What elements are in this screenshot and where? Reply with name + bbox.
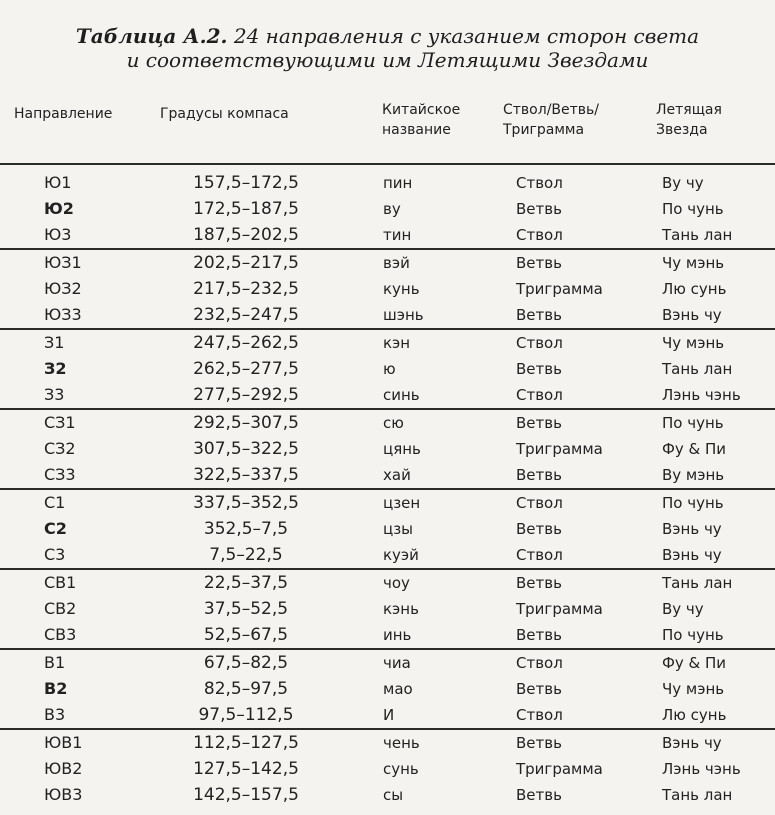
title-line-2: и соответствующими им Летящими Звездами [126, 48, 649, 72]
title-line-1 [0, 24, 775, 48]
header-chinese-line2: название [382, 122, 451, 138]
direction-cell: С2 [44, 519, 67, 538]
header-rule [0, 163, 775, 165]
flying-star-cell: Тань лан [662, 360, 733, 378]
flying-star-cell: Вэнь чу [662, 520, 722, 538]
type-cell: Ствол [516, 174, 563, 192]
degrees-cell: 187,5–202,5 [193, 225, 299, 245]
header-type [503, 100, 599, 160]
degrees-cell: 157,5–172,5 [193, 173, 299, 193]
flying-star-cell: Фу & Пи [662, 440, 727, 458]
degrees-cell: 7,5–22,5 [209, 545, 283, 565]
flying-star-cell: Фу & Пи [662, 654, 727, 672]
table-row [0, 302, 775, 328]
degrees-cell: 52,5–67,5 [203, 625, 289, 645]
direction-cell: З1 [44, 333, 65, 352]
type-cell: Триграмма [516, 760, 603, 778]
chinese-name-cell: цзен [383, 494, 421, 512]
flying-star-cell: Вэнь чу [662, 546, 722, 564]
degrees-cell: 97,5–112,5 [198, 705, 294, 725]
flying-star-cell: Вэнь чу [662, 306, 722, 324]
direction-cell: СВ2 [44, 599, 77, 618]
flying-star-cell: Лю сунь [662, 706, 727, 724]
table-row [0, 170, 775, 196]
direction-cell: СЗ3 [44, 465, 76, 484]
table-row [0, 196, 775, 222]
table-row [0, 436, 775, 462]
direction-cell: С3 [44, 545, 66, 564]
direction-cell: Ю2 [44, 199, 74, 218]
flying-star-cell: Тань лан [662, 226, 733, 244]
chinese-name-cell: цянь [383, 440, 421, 458]
direction-cell: СЗ2 [44, 439, 76, 458]
direction-cell: Ю1 [44, 173, 72, 192]
chinese-name-cell: чиа [383, 654, 411, 672]
chinese-name-cell: синь [383, 386, 420, 404]
degrees-cell: 232,5–247,5 [193, 305, 299, 325]
type-cell: Ветвь [516, 680, 562, 698]
table-row [0, 596, 775, 622]
chinese-name-cell: тин [383, 226, 412, 244]
table-row [0, 756, 775, 782]
direction-cell: СВ3 [44, 625, 77, 644]
direction-cell: СЗ1 [44, 413, 76, 432]
type-cell: Ветвь [516, 414, 562, 432]
degrees-cell: 37,5–52,5 [203, 599, 289, 619]
header-type-line1: Ствол/Ветвь/ [503, 102, 600, 118]
flying-star-cell: По чунь [662, 414, 724, 432]
table-row [0, 676, 775, 702]
table-row [0, 490, 775, 516]
direction-cell: С1 [44, 493, 66, 512]
chinese-name-cell: вэй [383, 254, 410, 272]
direction-cell: З3 [44, 385, 65, 404]
flying-star-cell: Лю сунь [662, 280, 727, 298]
chinese-name-cell: ю [383, 360, 396, 378]
header-direction: Направление [14, 106, 113, 122]
degrees-cell: 262,5–277,5 [193, 359, 299, 379]
table-row [0, 330, 775, 356]
flying-star-cell: Тань лан [662, 574, 733, 592]
header-type-line2: Триграмма [503, 122, 585, 138]
direction-cell: Ю3 [44, 225, 72, 244]
flying-star-cell: По чунь [662, 494, 724, 512]
chinese-name-cell: пин [383, 174, 413, 192]
table-row [0, 410, 775, 436]
flying-star-cell: Лэнь чэнь [662, 386, 741, 404]
degrees-cell: 322,5–337,5 [193, 465, 299, 485]
chinese-name-cell: И [383, 706, 395, 724]
type-cell: Ствол [516, 386, 563, 404]
degrees-cell: 127,5–142,5 [193, 759, 299, 779]
flying-star-cell: Лэнь чэнь [662, 760, 741, 778]
table-row [0, 516, 775, 542]
chinese-name-cell: куэй [383, 546, 419, 564]
flying-star-cell: По чунь [662, 200, 724, 218]
direction-cell: В1 [44, 653, 66, 672]
flying-star-cell: По чунь [662, 626, 724, 644]
table-row [0, 730, 775, 756]
direction-cell: ЮЗ3 [44, 305, 82, 324]
chinese-name-cell: инь [383, 626, 412, 644]
chinese-name-cell: чоу [383, 574, 410, 592]
chinese-name-cell: мао [383, 680, 413, 698]
direction-cell: ЮЗ1 [44, 253, 82, 272]
table-row [0, 356, 775, 382]
header-chinese [382, 100, 460, 160]
type-cell: Ветвь [516, 626, 562, 644]
table-row [0, 276, 775, 302]
degrees-cell: 82,5–97,5 [203, 679, 289, 699]
table-row [0, 462, 775, 488]
degrees-cell: 277,5–292,5 [193, 385, 299, 405]
chinese-name-cell: шэнь [383, 306, 424, 324]
header-chinese-line1: Китайское [382, 102, 461, 118]
degrees-cell: 307,5–322,5 [193, 439, 299, 459]
type-cell: Ствол [516, 654, 563, 672]
direction-cell: ЮВ1 [44, 733, 83, 752]
type-cell: Ствол [516, 706, 563, 724]
type-cell: Триграмма [516, 280, 603, 298]
flying-star-cell: Чу мэнь [662, 680, 725, 698]
table-row [0, 222, 775, 248]
direction-cell: СВ1 [44, 573, 77, 592]
flying-star-cell: Ву чу [662, 600, 704, 618]
type-cell: Ветвь [516, 306, 562, 324]
type-cell: Ветвь [516, 574, 562, 592]
table-row [0, 702, 775, 728]
title-text-1: 24 направления с указанием сторон света [233, 24, 700, 48]
type-cell: Ствол [516, 546, 563, 564]
table-row [0, 250, 775, 276]
chinese-name-cell: кэнь [383, 600, 419, 618]
degrees-cell: 217,5–232,5 [193, 279, 299, 299]
chinese-name-cell: чень [383, 734, 420, 752]
degrees-cell: 67,5–82,5 [203, 653, 289, 673]
type-cell: Ветвь [516, 360, 562, 378]
table-row [0, 382, 775, 408]
header-star-line1: Летящая [656, 102, 722, 118]
type-cell: Ствол [516, 226, 563, 244]
header-degrees: Градусы компаса [160, 106, 289, 122]
degrees-cell: 247,5–262,5 [193, 333, 299, 353]
chinese-name-cell: хай [383, 466, 411, 484]
table-row [0, 782, 775, 808]
degrees-cell: 172,5–187,5 [193, 199, 299, 219]
degrees-cell: 292,5–307,5 [193, 413, 299, 433]
degrees-cell: 337,5–352,5 [193, 493, 299, 513]
degrees-cell: 142,5–157,5 [193, 785, 299, 805]
chinese-name-cell: кэн [383, 334, 411, 352]
direction-cell: ЮВ2 [44, 759, 83, 778]
flying-star-cell: Ву мэнь [662, 466, 725, 484]
direction-cell: З2 [44, 359, 67, 378]
chinese-name-cell: кунь [383, 280, 420, 298]
table-row [0, 542, 775, 568]
direction-cell: ЮЗ2 [44, 279, 82, 298]
table-title [0, 24, 775, 72]
table-row [0, 622, 775, 648]
degrees-cell: 202,5–217,5 [193, 253, 299, 273]
type-cell: Триграмма [516, 440, 603, 458]
header-star-line2: Звезда [656, 122, 708, 138]
type-cell: Ветвь [516, 786, 562, 804]
degrees-cell: 22,5–37,5 [203, 573, 289, 593]
chinese-name-cell: сы [383, 786, 404, 804]
table-body [0, 170, 775, 808]
chinese-name-cell: ву [383, 200, 401, 218]
direction-cell: В2 [44, 679, 68, 698]
flying-star-cell: Ву чу [662, 174, 704, 192]
header-star [656, 100, 722, 160]
degrees-cell: 352,5–7,5 [203, 519, 289, 539]
flying-star-cell: Чу мэнь [662, 254, 725, 272]
type-cell: Ветвь [516, 734, 562, 752]
flying-star-cell: Тань лан [662, 786, 733, 804]
type-cell: Ствол [516, 334, 563, 352]
type-cell: Ветвь [516, 254, 562, 272]
flying-star-cell: Чу мэнь [662, 334, 725, 352]
chinese-name-cell: сунь [383, 760, 419, 778]
table-row [0, 570, 775, 596]
direction-cell: ЮВ3 [44, 785, 83, 804]
chinese-name-cell: сю [383, 414, 404, 432]
type-cell: Ветвь [516, 466, 562, 484]
table-label: Таблица А.2. [75, 24, 228, 48]
table-row [0, 650, 775, 676]
type-cell: Ствол [516, 494, 563, 512]
chinese-name-cell: цзы [383, 520, 414, 538]
degrees-cell: 112,5–127,5 [193, 733, 299, 753]
type-cell: Ветвь [516, 520, 562, 538]
type-cell: Триграмма [516, 600, 603, 618]
direction-cell: В3 [44, 705, 66, 724]
flying-star-cell: Вэнь чу [662, 734, 722, 752]
type-cell: Ветвь [516, 200, 562, 218]
